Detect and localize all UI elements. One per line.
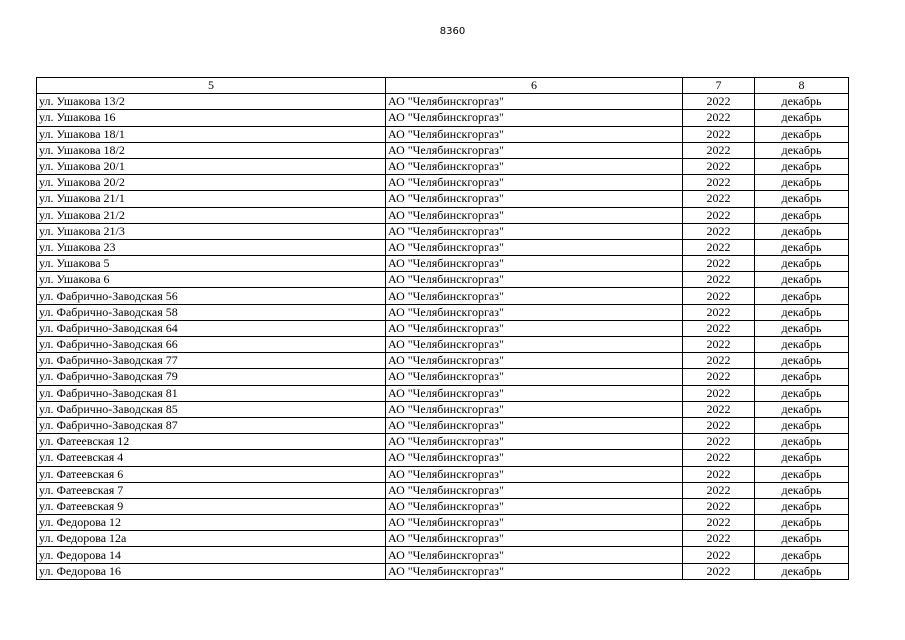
organization-cell: АО "Челябинскгоргаз" bbox=[386, 126, 683, 142]
month-cell: декабрь bbox=[755, 110, 849, 126]
address-cell: ул. Фатеевская 4 bbox=[37, 450, 386, 466]
organization-cell: АО "Челябинскгоргаз" bbox=[386, 272, 683, 288]
address-cell: ул. Фатеевская 7 bbox=[37, 482, 386, 498]
year-cell: 2022 bbox=[683, 223, 755, 239]
year-cell: 2022 bbox=[683, 498, 755, 514]
address-cell: ул. Ушакова 21/3 bbox=[37, 223, 386, 239]
table-row bbox=[37, 304, 849, 320]
address-cell: ул. Ушакова 6 bbox=[37, 272, 386, 288]
year-cell: 2022 bbox=[683, 142, 755, 158]
month-cell: декабрь bbox=[755, 256, 849, 272]
address-cell: ул. Фатеевская 12 bbox=[37, 434, 386, 450]
table-row bbox=[37, 223, 849, 239]
year-cell: 2022 bbox=[683, 417, 755, 433]
month-cell: декабрь bbox=[755, 175, 849, 191]
year-cell: 2022 bbox=[683, 191, 755, 207]
table-row bbox=[37, 175, 849, 191]
organization-cell: АО "Челябинскгоргаз" bbox=[386, 434, 683, 450]
table-row bbox=[37, 450, 849, 466]
table-row bbox=[37, 94, 849, 110]
column-header-5: 5 bbox=[37, 78, 386, 94]
month-cell: декабрь bbox=[755, 239, 849, 255]
organization-cell: АО "Челябинскгоргаз" bbox=[386, 239, 683, 255]
year-cell: 2022 bbox=[683, 320, 755, 336]
table-row bbox=[37, 417, 849, 433]
organization-cell: АО "Челябинскгоргаз" bbox=[386, 515, 683, 531]
month-cell: декабрь bbox=[755, 434, 849, 450]
year-cell: 2022 bbox=[683, 547, 755, 563]
address-cell: ул. Фабрично-Заводская 85 bbox=[37, 401, 386, 417]
month-cell: декабрь bbox=[755, 531, 849, 547]
year-cell: 2022 bbox=[683, 175, 755, 191]
month-cell: декабрь bbox=[755, 94, 849, 110]
month-cell: декабрь bbox=[755, 515, 849, 531]
month-cell: декабрь bbox=[755, 337, 849, 353]
year-cell: 2022 bbox=[683, 401, 755, 417]
month-cell: декабрь bbox=[755, 158, 849, 174]
table-row bbox=[37, 337, 849, 353]
month-cell: декабрь bbox=[755, 207, 849, 223]
organization-cell: АО "Челябинскгоргаз" bbox=[386, 417, 683, 433]
year-cell: 2022 bbox=[683, 110, 755, 126]
address-cell: ул. Ушакова 18/1 bbox=[37, 126, 386, 142]
organization-cell: АО "Челябинскгоргаз" bbox=[386, 563, 683, 579]
organization-cell: АО "Челябинскгоргаз" bbox=[386, 110, 683, 126]
month-cell: декабрь bbox=[755, 142, 849, 158]
table-row bbox=[37, 207, 849, 223]
year-cell: 2022 bbox=[683, 207, 755, 223]
column-header-7: 7 bbox=[683, 78, 755, 94]
table-row bbox=[37, 191, 849, 207]
month-cell: декабрь bbox=[755, 466, 849, 482]
year-cell: 2022 bbox=[683, 126, 755, 142]
month-cell: декабрь bbox=[755, 320, 849, 336]
table-row bbox=[37, 401, 849, 417]
address-cell: ул. Фатеевская 6 bbox=[37, 466, 386, 482]
table-row bbox=[37, 531, 849, 547]
table-row bbox=[37, 256, 849, 272]
month-cell: декабрь bbox=[755, 223, 849, 239]
organization-cell: АО "Челябинскгоргаз" bbox=[386, 94, 683, 110]
address-cell: ул. Ушакова 23 bbox=[37, 239, 386, 255]
table-row bbox=[37, 466, 849, 482]
column-header-6: 6 bbox=[386, 78, 683, 94]
year-cell: 2022 bbox=[683, 158, 755, 174]
address-cell: ул. Ушакова 5 bbox=[37, 256, 386, 272]
year-cell: 2022 bbox=[683, 385, 755, 401]
table-row bbox=[37, 142, 849, 158]
organization-cell: АО "Челябинскгоргаз" bbox=[386, 320, 683, 336]
table-row bbox=[37, 434, 849, 450]
organization-cell: АО "Челябинскгоргаз" bbox=[386, 401, 683, 417]
organization-cell: АО "Челябинскгоргаз" bbox=[386, 337, 683, 353]
schedule-table bbox=[36, 77, 849, 580]
table-header-row bbox=[37, 78, 849, 94]
organization-cell: АО "Челябинскгоргаз" bbox=[386, 531, 683, 547]
address-cell: ул. Фабрично-Заводская 66 bbox=[37, 337, 386, 353]
address-cell: ул. Фатеевская 9 bbox=[37, 498, 386, 514]
address-cell: ул. Ушакова 13/2 bbox=[37, 94, 386, 110]
organization-cell: АО "Челябинскгоргаз" bbox=[386, 498, 683, 514]
address-cell: ул. Ушакова 20/2 bbox=[37, 175, 386, 191]
address-cell: ул. Федорова 12а bbox=[37, 531, 386, 547]
address-cell: ул. Ушакова 18/2 bbox=[37, 142, 386, 158]
organization-cell: АО "Челябинскгоргаз" bbox=[386, 223, 683, 239]
year-cell: 2022 bbox=[683, 563, 755, 579]
organization-cell: АО "Челябинскгоргаз" bbox=[386, 466, 683, 482]
organization-cell: АО "Челябинскгоргаз" bbox=[386, 547, 683, 563]
organization-cell: АО "Челябинскгоргаз" bbox=[386, 288, 683, 304]
table-row bbox=[37, 369, 849, 385]
year-cell: 2022 bbox=[683, 353, 755, 369]
month-cell: декабрь bbox=[755, 288, 849, 304]
month-cell: декабрь bbox=[755, 385, 849, 401]
table-row bbox=[37, 320, 849, 336]
address-cell: ул. Федорова 12 bbox=[37, 515, 386, 531]
address-cell: ул. Ушакова 20/1 bbox=[37, 158, 386, 174]
address-cell: ул. Фабрично-Заводская 77 bbox=[37, 353, 386, 369]
year-cell: 2022 bbox=[683, 304, 755, 320]
year-cell: 2022 bbox=[683, 482, 755, 498]
year-cell: 2022 bbox=[683, 272, 755, 288]
month-cell: декабрь bbox=[755, 126, 849, 142]
month-cell: декабрь bbox=[755, 417, 849, 433]
month-cell: декабрь bbox=[755, 191, 849, 207]
year-cell: 2022 bbox=[683, 239, 755, 255]
table-row bbox=[37, 563, 849, 579]
month-cell: декабрь bbox=[755, 272, 849, 288]
organization-cell: АО "Челябинскгоргаз" bbox=[386, 369, 683, 385]
organization-cell: АО "Челябинскгоргаз" bbox=[386, 175, 683, 191]
organization-cell: АО "Челябинскгоргаз" bbox=[386, 385, 683, 401]
table-row bbox=[37, 515, 849, 531]
month-cell: декабрь bbox=[755, 563, 849, 579]
table-row bbox=[37, 239, 849, 255]
table-row bbox=[37, 288, 849, 304]
table-row bbox=[37, 498, 849, 514]
organization-cell: АО "Челябинскгоргаз" bbox=[386, 256, 683, 272]
organization-cell: АО "Челябинскгоргаз" bbox=[386, 353, 683, 369]
address-cell: ул. Ушакова 21/2 bbox=[37, 207, 386, 223]
organization-cell: АО "Челябинскгоргаз" bbox=[386, 191, 683, 207]
table-row bbox=[37, 353, 849, 369]
month-cell: декабрь bbox=[755, 353, 849, 369]
year-cell: 2022 bbox=[683, 515, 755, 531]
column-header-8: 8 bbox=[755, 78, 849, 94]
month-cell: декабрь bbox=[755, 450, 849, 466]
year-cell: 2022 bbox=[683, 94, 755, 110]
year-cell: 2022 bbox=[683, 337, 755, 353]
address-cell: ул. Фабрично-Заводская 64 bbox=[37, 320, 386, 336]
month-cell: декабрь bbox=[755, 498, 849, 514]
address-cell: ул. Ушакова 21/1 bbox=[37, 191, 386, 207]
page-number: 8360 bbox=[439, 26, 466, 37]
table-row bbox=[37, 110, 849, 126]
year-cell: 2022 bbox=[683, 288, 755, 304]
table-row bbox=[37, 385, 849, 401]
address-cell: ул. Федорова 16 bbox=[37, 563, 386, 579]
year-cell: 2022 bbox=[683, 434, 755, 450]
month-cell: декабрь bbox=[755, 304, 849, 320]
month-cell: декабрь bbox=[755, 401, 849, 417]
year-cell: 2022 bbox=[683, 256, 755, 272]
address-cell: ул. Фабрично-Заводская 56 bbox=[37, 288, 386, 304]
address-cell: ул. Федорова 14 bbox=[37, 547, 386, 563]
year-cell: 2022 bbox=[683, 369, 755, 385]
table-row bbox=[37, 158, 849, 174]
table-row bbox=[37, 272, 849, 288]
year-cell: 2022 bbox=[683, 450, 755, 466]
address-cell: ул. Фабрично-Заводская 79 bbox=[37, 369, 386, 385]
organization-cell: АО "Челябинскгоргаз" bbox=[386, 158, 683, 174]
address-cell: ул. Ушакова 16 bbox=[37, 110, 386, 126]
table-body bbox=[37, 94, 849, 580]
year-cell: 2022 bbox=[683, 531, 755, 547]
address-cell: ул. Фабрично-Заводская 87 bbox=[37, 417, 386, 433]
year-cell: 2022 bbox=[683, 466, 755, 482]
table-row bbox=[37, 547, 849, 563]
organization-cell: АО "Челябинскгоргаз" bbox=[386, 304, 683, 320]
organization-cell: АО "Челябинскгоргаз" bbox=[386, 142, 683, 158]
organization-cell: АО "Челябинскгоргаз" bbox=[386, 207, 683, 223]
address-cell: ул. Фабрично-Заводская 81 bbox=[37, 385, 386, 401]
table-row bbox=[37, 482, 849, 498]
month-cell: декабрь bbox=[755, 547, 849, 563]
organization-cell: АО "Челябинскгоргаз" bbox=[386, 450, 683, 466]
address-cell: ул. Фабрично-Заводская 58 bbox=[37, 304, 386, 320]
organization-cell: АО "Челябинскгоргаз" bbox=[386, 482, 683, 498]
month-cell: декабрь bbox=[755, 482, 849, 498]
table-row bbox=[37, 126, 849, 142]
month-cell: декабрь bbox=[755, 369, 849, 385]
